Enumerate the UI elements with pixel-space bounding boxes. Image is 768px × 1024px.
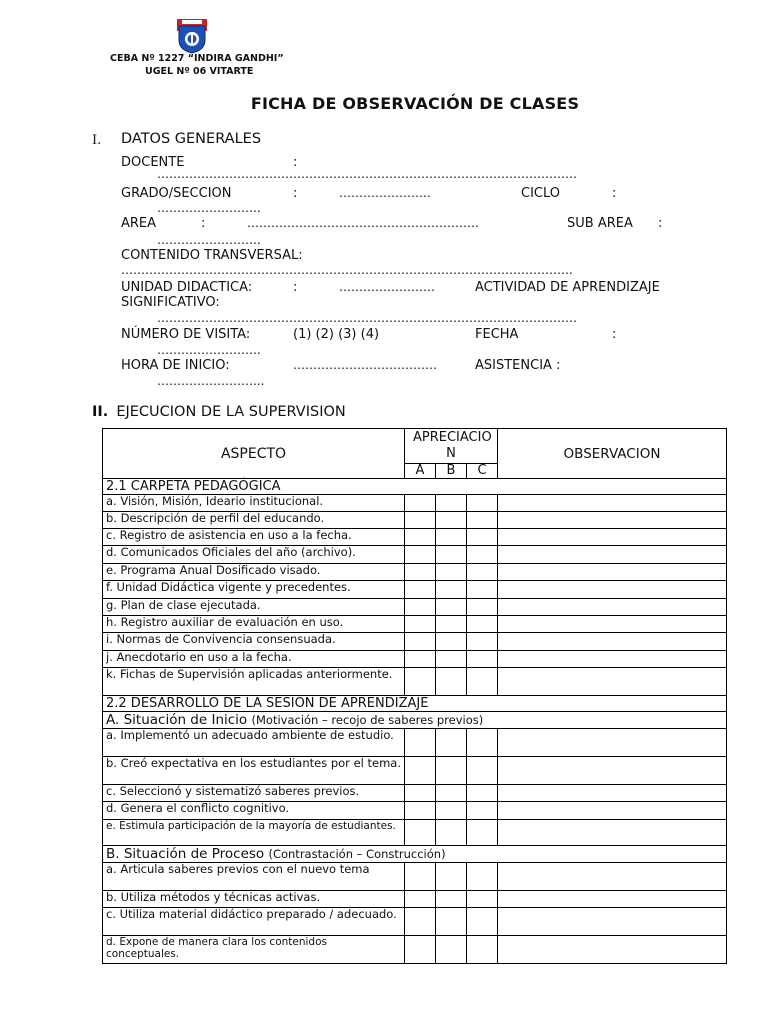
cell-c[interactable]: [467, 668, 498, 696]
cell-observacion[interactable]: [498, 633, 727, 651]
cell-observacion[interactable]: [498, 785, 727, 802]
dots-subarea: ……………………..: [157, 233, 261, 247]
dots-fecha: ……………………..: [157, 343, 261, 357]
table-row: [103, 564, 727, 581]
cell-b[interactable]: [436, 785, 467, 802]
col-observacion: OBSERVACION: [498, 429, 727, 479]
section-2-number: II.: [92, 404, 109, 420]
cell-b[interactable]: [436, 802, 467, 820]
cell-a[interactable]: [405, 616, 436, 633]
cell-observacion[interactable]: [498, 599, 727, 616]
table-row: [103, 820, 727, 846]
cell-b[interactable]: [436, 633, 467, 651]
table-row: [103, 616, 727, 633]
cell-c[interactable]: [467, 802, 498, 820]
cell-a[interactable]: [405, 529, 436, 546]
table-row: [103, 668, 727, 696]
item-label: a. Visión, Misión, Ideario institucional.: [103, 495, 405, 512]
cell-b[interactable]: [436, 651, 467, 668]
table-row: [103, 891, 727, 908]
cell-a[interactable]: [405, 651, 436, 668]
cell-b[interactable]: [436, 863, 467, 891]
dots-unidad: ……………………: [339, 280, 435, 294]
cell-b[interactable]: [436, 668, 467, 696]
label-visita: NÚMERO DE VISITA:: [121, 327, 251, 342]
cell-observacion[interactable]: [498, 802, 727, 820]
table-row: [103, 546, 727, 564]
table-row: [103, 581, 727, 599]
item-label: g. Plan de clase ejecutada.: [103, 599, 405, 616]
cell-observacion[interactable]: [498, 529, 727, 546]
cell-observacion[interactable]: [498, 581, 727, 599]
label-subarea: SUB AREA: [567, 216, 633, 231]
cell-a[interactable]: [405, 820, 436, 846]
cell-c[interactable]: [467, 908, 498, 936]
cell-observacion[interactable]: [498, 757, 727, 785]
cell-b[interactable]: [436, 891, 467, 908]
supervision-table: [102, 428, 727, 964]
colon: :: [658, 216, 663, 231]
table-row: [103, 651, 727, 668]
item-label: e. Estimula participación de la mayoría de estudiantes.: [103, 820, 405, 846]
table-row: [103, 785, 727, 802]
item-label: f. Unidad Didáctica vigente y precedentes.: [103, 581, 405, 599]
cell-c[interactable]: [467, 757, 498, 785]
dots-grado: …………………..: [339, 186, 431, 200]
cell-observacion[interactable]: [498, 729, 727, 757]
dots-significativo: ……………………………………………………………………………………………: [157, 311, 577, 325]
cell-a[interactable]: [405, 495, 436, 512]
cell-b[interactable]: [436, 529, 467, 546]
cell-a[interactable]: [405, 908, 436, 936]
table-row: [103, 802, 727, 820]
cell-a[interactable]: [405, 757, 436, 785]
table-row: [103, 863, 727, 891]
cell-c[interactable]: [467, 564, 498, 581]
dots-ciclo: ……………………..: [157, 201, 261, 215]
section-1-number: I.: [92, 133, 102, 148]
subsection-b-detail: (Contrastación – Construcción): [268, 847, 446, 861]
colon: :: [293, 155, 298, 170]
item-label: d. Genera el conflicto cognitivo.: [103, 802, 405, 820]
institution-shield-logo: [176, 18, 208, 54]
cell-observacion[interactable]: [498, 863, 727, 891]
label-contenido: CONTENIDO TRANSVERSAL:: [121, 248, 303, 263]
cell-b[interactable]: [436, 581, 467, 599]
section-2-title: EJECUCION DE LA SUPERVISION: [116, 404, 346, 420]
item-label: d. Expone de manera clara los contenidos conceptuales.: [103, 936, 405, 964]
cell-c[interactable]: [467, 729, 498, 757]
item-label: a. Articula saberes previos con el nuevo tema: [103, 863, 405, 891]
cell-observacion[interactable]: [498, 651, 727, 668]
ugel-name: UGEL Nº 06 VITARTE: [145, 66, 254, 77]
subsection-a-title: A. Situación de Inicio: [106, 712, 248, 728]
cell-a[interactable]: [405, 802, 436, 820]
cell-observacion[interactable]: [498, 616, 727, 633]
dots-asistencia: ……………………...: [157, 374, 265, 388]
cell-c[interactable]: [467, 495, 498, 512]
item-label: a. Implementó un adecuado ambiente de estudio.: [103, 729, 405, 757]
item-label: c. Registro de asistencia en uso a la fecha.: [103, 529, 405, 546]
label-ciclo: CICLO: [521, 186, 560, 201]
cell-c[interactable]: [467, 891, 498, 908]
cell-b[interactable]: [436, 616, 467, 633]
cell-b[interactable]: [436, 546, 467, 564]
cell-a[interactable]: [405, 564, 436, 581]
cell-c[interactable]: [467, 529, 498, 546]
item-label: c. Utiliza material didáctico preparado / adecuado.: [103, 908, 405, 936]
item-label: i. Normas de Convivencia consensuada.: [103, 633, 405, 651]
table-row: [103, 729, 727, 757]
item-label: b. Descripción de perfil del educando.: [103, 512, 405, 529]
cell-c[interactable]: [467, 936, 498, 964]
cell-c[interactable]: [467, 863, 498, 891]
table-row: [103, 512, 727, 529]
cell-a[interactable]: [405, 936, 436, 964]
cell-c[interactable]: [467, 546, 498, 564]
table-row: [103, 529, 727, 546]
item-label: c. Seleccionó y sistematizó saberes previos.: [103, 785, 405, 802]
table-row: [103, 908, 727, 936]
dots-area: ………………………………………………….: [247, 216, 479, 230]
cell-c[interactable]: [467, 785, 498, 802]
cell-observacion[interactable]: [498, 495, 727, 512]
colon: :: [612, 186, 617, 201]
cell-a[interactable]: [405, 633, 436, 651]
subsection-a-heading: [103, 712, 727, 729]
col-aspecto: ASPECTO: [103, 429, 405, 479]
cell-c[interactable]: [467, 599, 498, 616]
label-asistencia: ASISTENCIA :: [475, 358, 561, 373]
colon: :: [201, 216, 206, 231]
cell-a[interactable]: [405, 668, 436, 696]
dots-hora: ………………………………: [293, 358, 437, 372]
cell-b[interactable]: [436, 908, 467, 936]
cell-a[interactable]: [405, 512, 436, 529]
colon: :: [293, 280, 298, 295]
cell-c[interactable]: [467, 651, 498, 668]
label-hora: HORA DE INICIO:: [121, 358, 230, 373]
cell-observacion[interactable]: [498, 908, 727, 936]
colon: :: [293, 186, 298, 201]
item-label: e. Programa Anual Dosificado visado.: [103, 564, 405, 581]
visita-options: (1) (2) (3) (4): [293, 327, 380, 342]
dots-contenido: …………………………………………………………………………………………………..: [121, 263, 573, 277]
cell-b[interactable]: [436, 729, 467, 757]
section-2-1-heading: 2.1 CARPETA PEDAGÓGICA: [103, 479, 727, 495]
cell-b[interactable]: [436, 820, 467, 846]
section-2-2-heading: 2.2 DESARROLLO DE LA SESION DE APRENDIZAJE: [103, 696, 727, 712]
col-a: A: [405, 464, 436, 479]
section-1-title: DATOS GENERALES: [121, 131, 262, 147]
cell-observacion[interactable]: [498, 512, 727, 529]
label-significativo: SIGNIFICATIVO:: [121, 295, 220, 310]
cell-observacion[interactable]: [498, 564, 727, 581]
cell-observacion[interactable]: [498, 546, 727, 564]
table-row: [103, 495, 727, 512]
cell-a[interactable]: [405, 599, 436, 616]
cell-c[interactable]: [467, 581, 498, 599]
cell-observacion[interactable]: [498, 668, 727, 696]
cell-b[interactable]: [436, 757, 467, 785]
table-row: [103, 936, 727, 964]
cell-b[interactable]: [436, 599, 467, 616]
cell-a[interactable]: [405, 546, 436, 564]
institution-name: CEBA Nº 1227 “INDIRA GANDHI”: [110, 53, 284, 64]
cell-a[interactable]: [405, 581, 436, 599]
label-fecha: FECHA: [475, 327, 519, 342]
cell-a[interactable]: [405, 785, 436, 802]
item-label: h. Registro auxiliar de evaluación en uso.: [103, 616, 405, 633]
cell-b[interactable]: [436, 936, 467, 964]
item-label: j. Anecdotario en uso a la fecha.: [103, 651, 405, 668]
cell-observacion[interactable]: [498, 936, 727, 964]
label-area: AREA: [121, 216, 157, 231]
col-c: C: [467, 464, 498, 479]
label-actividad: ACTIVIDAD DE APRENDIZAJE: [475, 280, 660, 295]
table-row: [103, 757, 727, 785]
cell-b[interactable]: [436, 512, 467, 529]
item-label: d. Comunicados Oficiales del año (archivo).: [103, 546, 405, 564]
item-label: b. Utiliza métodos y técnicas activas.: [103, 891, 405, 908]
col-b: B: [436, 464, 467, 479]
cell-a[interactable]: [405, 729, 436, 757]
cell-a[interactable]: [405, 863, 436, 891]
dots-docente: ……………………………………………………………………………………………: [157, 167, 577, 181]
subsection-a-detail: (Motivación – recojo de saberes previos): [251, 713, 484, 727]
label-docente: DOCENTE: [121, 155, 185, 170]
col-apreciacion: APRECIACIO N: [405, 429, 498, 464]
item-label: b. Creó expectativa en los estudiantes por el tema.: [103, 757, 405, 785]
subsection-b-title: B. Situación de Proceso: [106, 846, 265, 862]
section-2-heading: [92, 404, 346, 420]
colon: :: [612, 327, 617, 342]
cell-c[interactable]: [467, 820, 498, 846]
cell-b[interactable]: [436, 495, 467, 512]
cell-b[interactable]: [436, 564, 467, 581]
table-row: [103, 633, 727, 651]
cell-observacion[interactable]: [498, 891, 727, 908]
table-row: [103, 599, 727, 616]
cell-c[interactable]: [467, 512, 498, 529]
cell-a[interactable]: [405, 891, 436, 908]
cell-c[interactable]: [467, 633, 498, 651]
item-label: k. Fichas de Supervisión aplicadas anteriormente.: [103, 668, 405, 696]
document-title: FICHA DE OBSERVACIÓN DE CLASES: [250, 94, 580, 113]
label-unidad: UNIDAD DIDACTICA:: [121, 280, 253, 295]
cell-observacion[interactable]: [498, 820, 727, 846]
label-grado: GRADO/SECCION: [121, 186, 232, 201]
cell-c[interactable]: [467, 616, 498, 633]
subsection-b-heading: [103, 846, 727, 863]
